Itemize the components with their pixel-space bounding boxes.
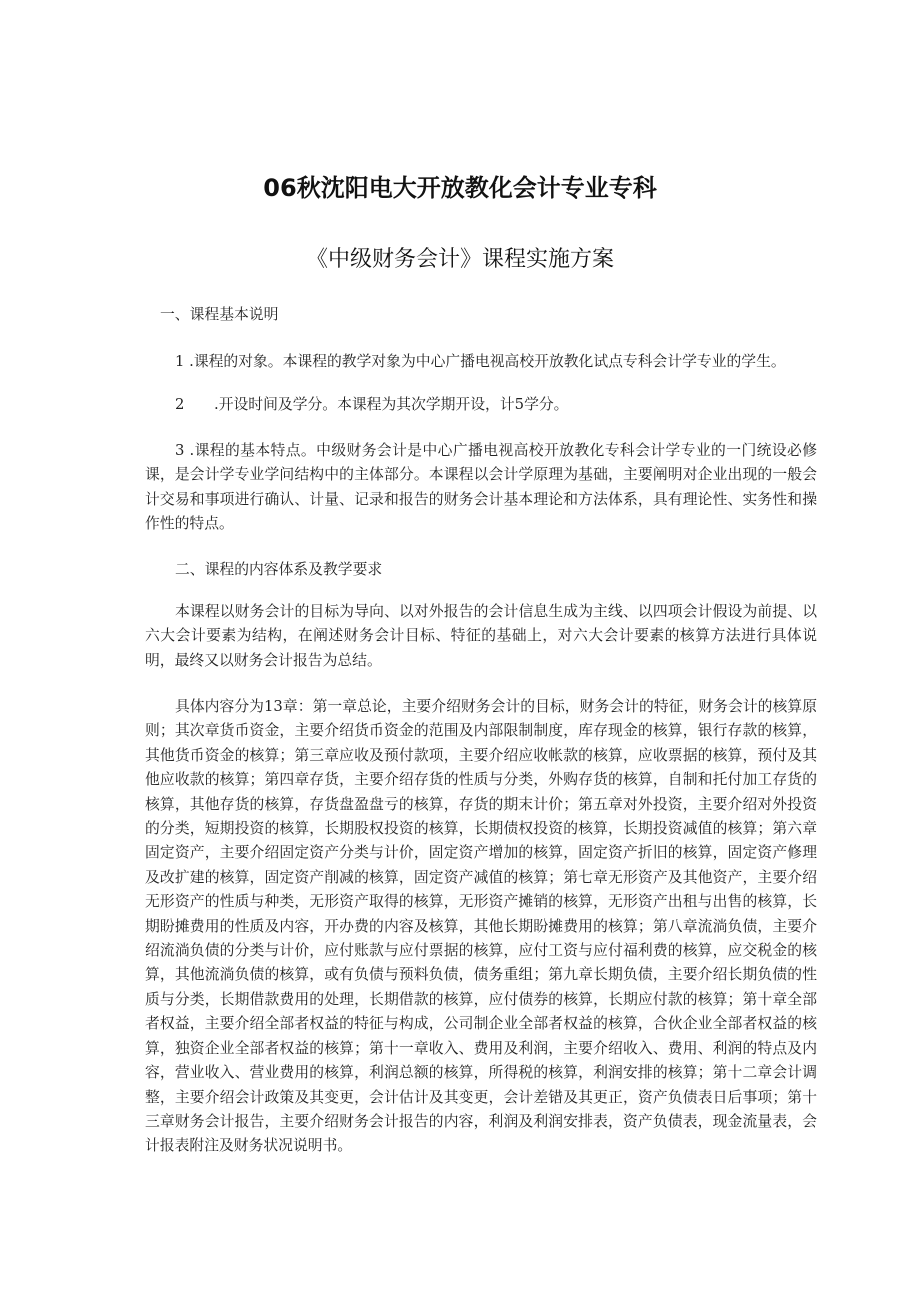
document-subtitle: 《中级财务会计》课程实施方案 (305, 247, 614, 272)
course-object-item: 1 .课程的对象。本课程的教学对象为中心广播电视高校开放教化试点专科会计学专业的学生。 (175, 353, 786, 370)
course-schedule-item: 2 .开设时间及学分。本课程为其次学期开设，计5学分。 (175, 396, 569, 413)
section-heading-2: 二、课程的内容体系及教学要求 (175, 561, 383, 578)
course-features-item: 3 .课程的基本特点。中级财务会计是中心广播电视高校开放教化专科会计学专业的一门统设必修课，是会计学专业学问结构中的主体部分。本课程以会计学原理为基础，主要阐明对企业出现的一般会计交易和事项进行确认、计量、记录和报告的财务会计基本理论和方法体系，具有理论性、实务性和操作性的特点。 (145, 442, 817, 533)
document-title: 06秋沈阳电大开放教化会计专业专科 (263, 174, 657, 202)
section-heading-1: 一、课程基本说明 (160, 306, 279, 323)
course-intro-paragraph: 本课程以财务会计的目标为导向、以对外报告的会计信息生成为主线、以四项会计假设为前提、以六大会计要素为结构，在阐述财务会计目标、特征的基础上，对六大会计要素的核算方法进行具体说明，最终又以财务会计报告为总结。 (145, 603, 817, 669)
chapter-content-paragraph: 具体内容分为13章：第一章总论，主要介绍财务会计的目标，财务会计的特征，财务会计的核算原则；其次章货币资金，主要介绍货币资金的范围及内部限制制度，库存现金的核算，银行存款的核算，其他货币资金的核算；第三章应收及预付款项，主要介绍应收帐款的核算，应收票据的核算，预付及其他应收款的核算；第四章存货，主要介绍存货的性质与分类，外购存货的核算，自制和托付加工存货的核算，其他存货的核算，存货盘盈盘亏的核算，存货的期末计价；第五章对外投资，主要介绍对外投资的分类，短期投资的核算，长期股权投资的核算，长期债权投资的核算，长期投资减值的核算；第六章固定资产，主要介绍固定资产分类与计价，固定资产增加的核算，固定资产折旧的核算，固定资产修理及改扩建的核算，固定资产削减的核算，固定资产减值的核算；第七章无形资产及其他资产，主要介绍无形资产的性质与种类，无形资产取得的核算，无形资产摊销的核算，无形资产出租与出售的核算，长期盼摊费用的性质及内容，开办费的内容及核算，其他长期盼摊费用的核算；第八章流淌负债，主要介绍流淌负债的分类与计价，应付账款与应付票据的核算，应付工资与应付福利费的核算，应交税金的核算，其他流淌负债的核算，或有负债与预料负债，债务重组；第九章长期负债，主要介绍长期负债的性质与分类，长期借款费用的处理，长期借款的核算，应付债券的核算，长期应付款的核算；第十章全部者权益，主要介绍全部者权益的特征与构成，公司制企业全部者权益的核算，合伙企业全部者权益的核算，独资企业全部者权益的核算；第十一章收入、费用及利润，主要介绍收入、费用、利润的特点及内容，营业收入、营业费用的核算，利润总额的核算，所得税的核算，利润安排的核算；第十二章会计调整，主要介绍会计政策及其变更，会计估计及其变更，会计差错及其更正，资产负债表日后事项；第十三章财务会计报告，主要介绍财务会计报告的内容，利润及利润安排表，资产负债表，现金流量表，会计报表附注及财务状况说明书。 (145, 698, 817, 1155)
